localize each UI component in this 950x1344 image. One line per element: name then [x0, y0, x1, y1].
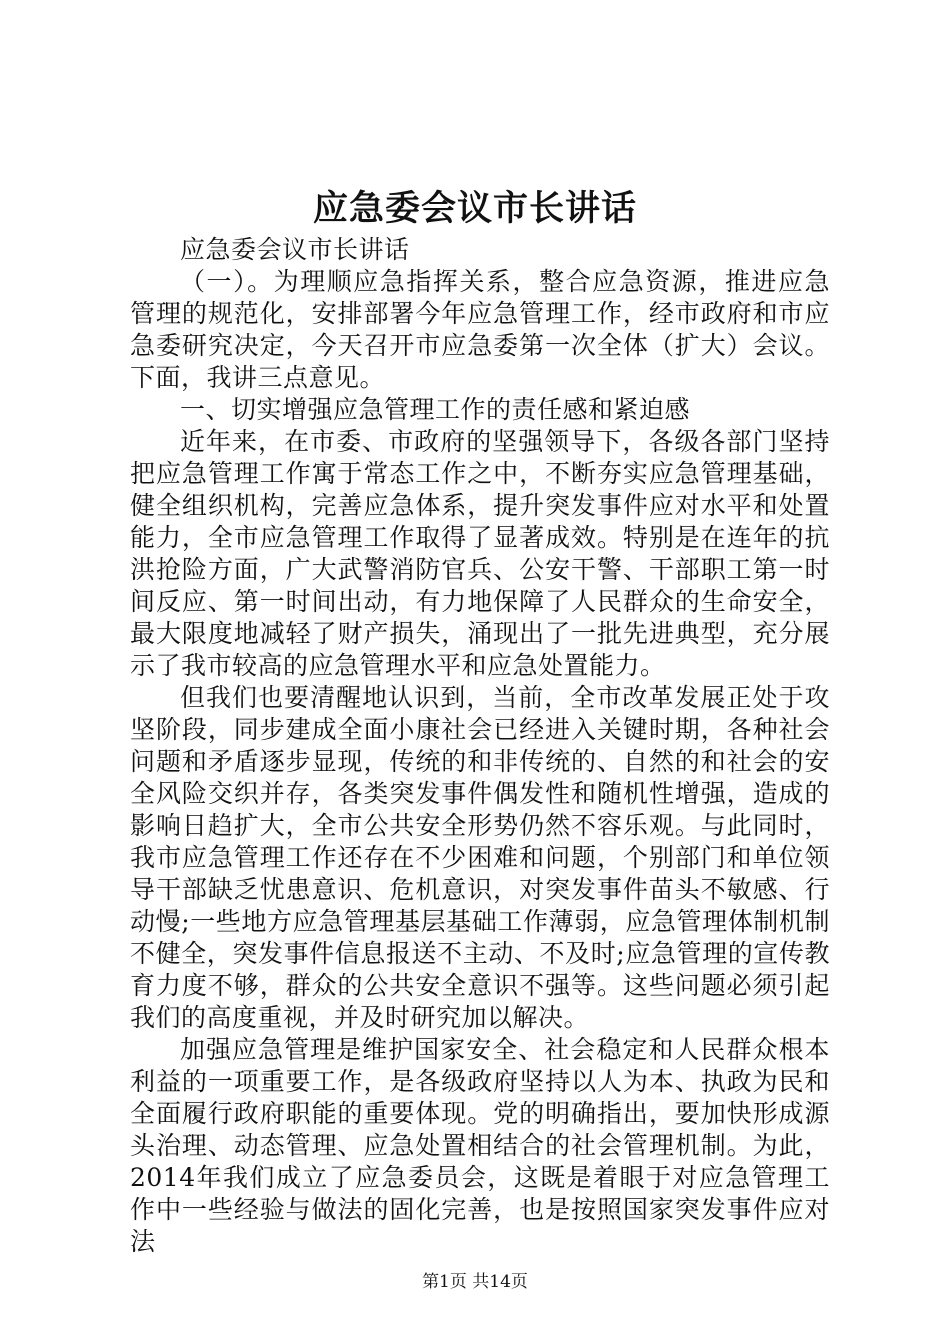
paragraph-intro: （一）。为理顺应急指挥关系，整合应急资源，推进应急管理的规范化，安排部署今年应急管理工作，经市政府和市应急委研究决定，今天召开市应急委第一次全体（扩大）会议。下面，我讲三点意见。: [130, 267, 830, 392]
paragraph: 但我们也要清醒地认识到，当前，全市改革发展正处于攻坚阶段，同步建成全面小康社会已经进入关键时期，各种社会问题和矛盾逐步显现，传统的和非传统的、自然的和社会的安全风险交织并存，各类突发事件偶发性和随机性增强，造成的影响日趋扩大，全市公共安全形势仍然不容乐观。与此同时，我市应急管理工作还存在不少困难和问题，个别部门和单位领导干部缺乏忧患意识、危机意识，对突发事件苗头不敏感、行动慢;一些地方应急管理基层基础工作薄弱，应急管理体制机制不健全，突发事件信息报送不主动、不及时;应急管理的宣传教育力度不够，群众的公共安全意识不强等。这些问题必须引起我们的高度重视，并及时研究加以解决。: [130, 683, 830, 1032]
section-heading-1: 一、切实增强应急管理工作的责任感和紧迫感: [180, 395, 691, 424]
paragraph: 近年来，在市委、市政府的坚强领导下，各级各部门坚持把应急管理工作寓于常态工作之中，不断夯实应急管理基础，健全组织机构，完善应急体系，提升突发事件应对水平和处置能力，全市应急管理工作取得了显著成效。特别是在连年的抗洪抢险方面，广大武警消防官兵、公安干警、干部职工第一时间反应、第一时间出动，有力地保障了人民群众的生命安全，最大限度地减轻了财产损失，涌现出了一批先进典型，充分展示了我市较高的应急管理水平和应急处置能力。: [130, 427, 830, 680]
paragraph-subtitle: 应急委会议市长讲话: [180, 235, 410, 264]
document-title: 应急委会议市长讲话: [312, 188, 637, 229]
page-number-footer: 第1页 共14页: [422, 1272, 528, 1292]
paragraph: 加强应急管理是维护国家安全、社会稳定和人民群众根本利益的一项重要工作，是各级政府坚持以人为本、执政为民和全面履行政府职能的重要体现。党的明确指出，要加快形成源头治理、动态管理、应急处置相结合的社会管理机制。为此，2014年我们成立了应急委员会，这既是着眼于对应急管理工作中一些经验与做法的固化完善，也是按照国家突发事件应对法: [130, 1035, 830, 1256]
document-body: [130, 234, 830, 1258]
